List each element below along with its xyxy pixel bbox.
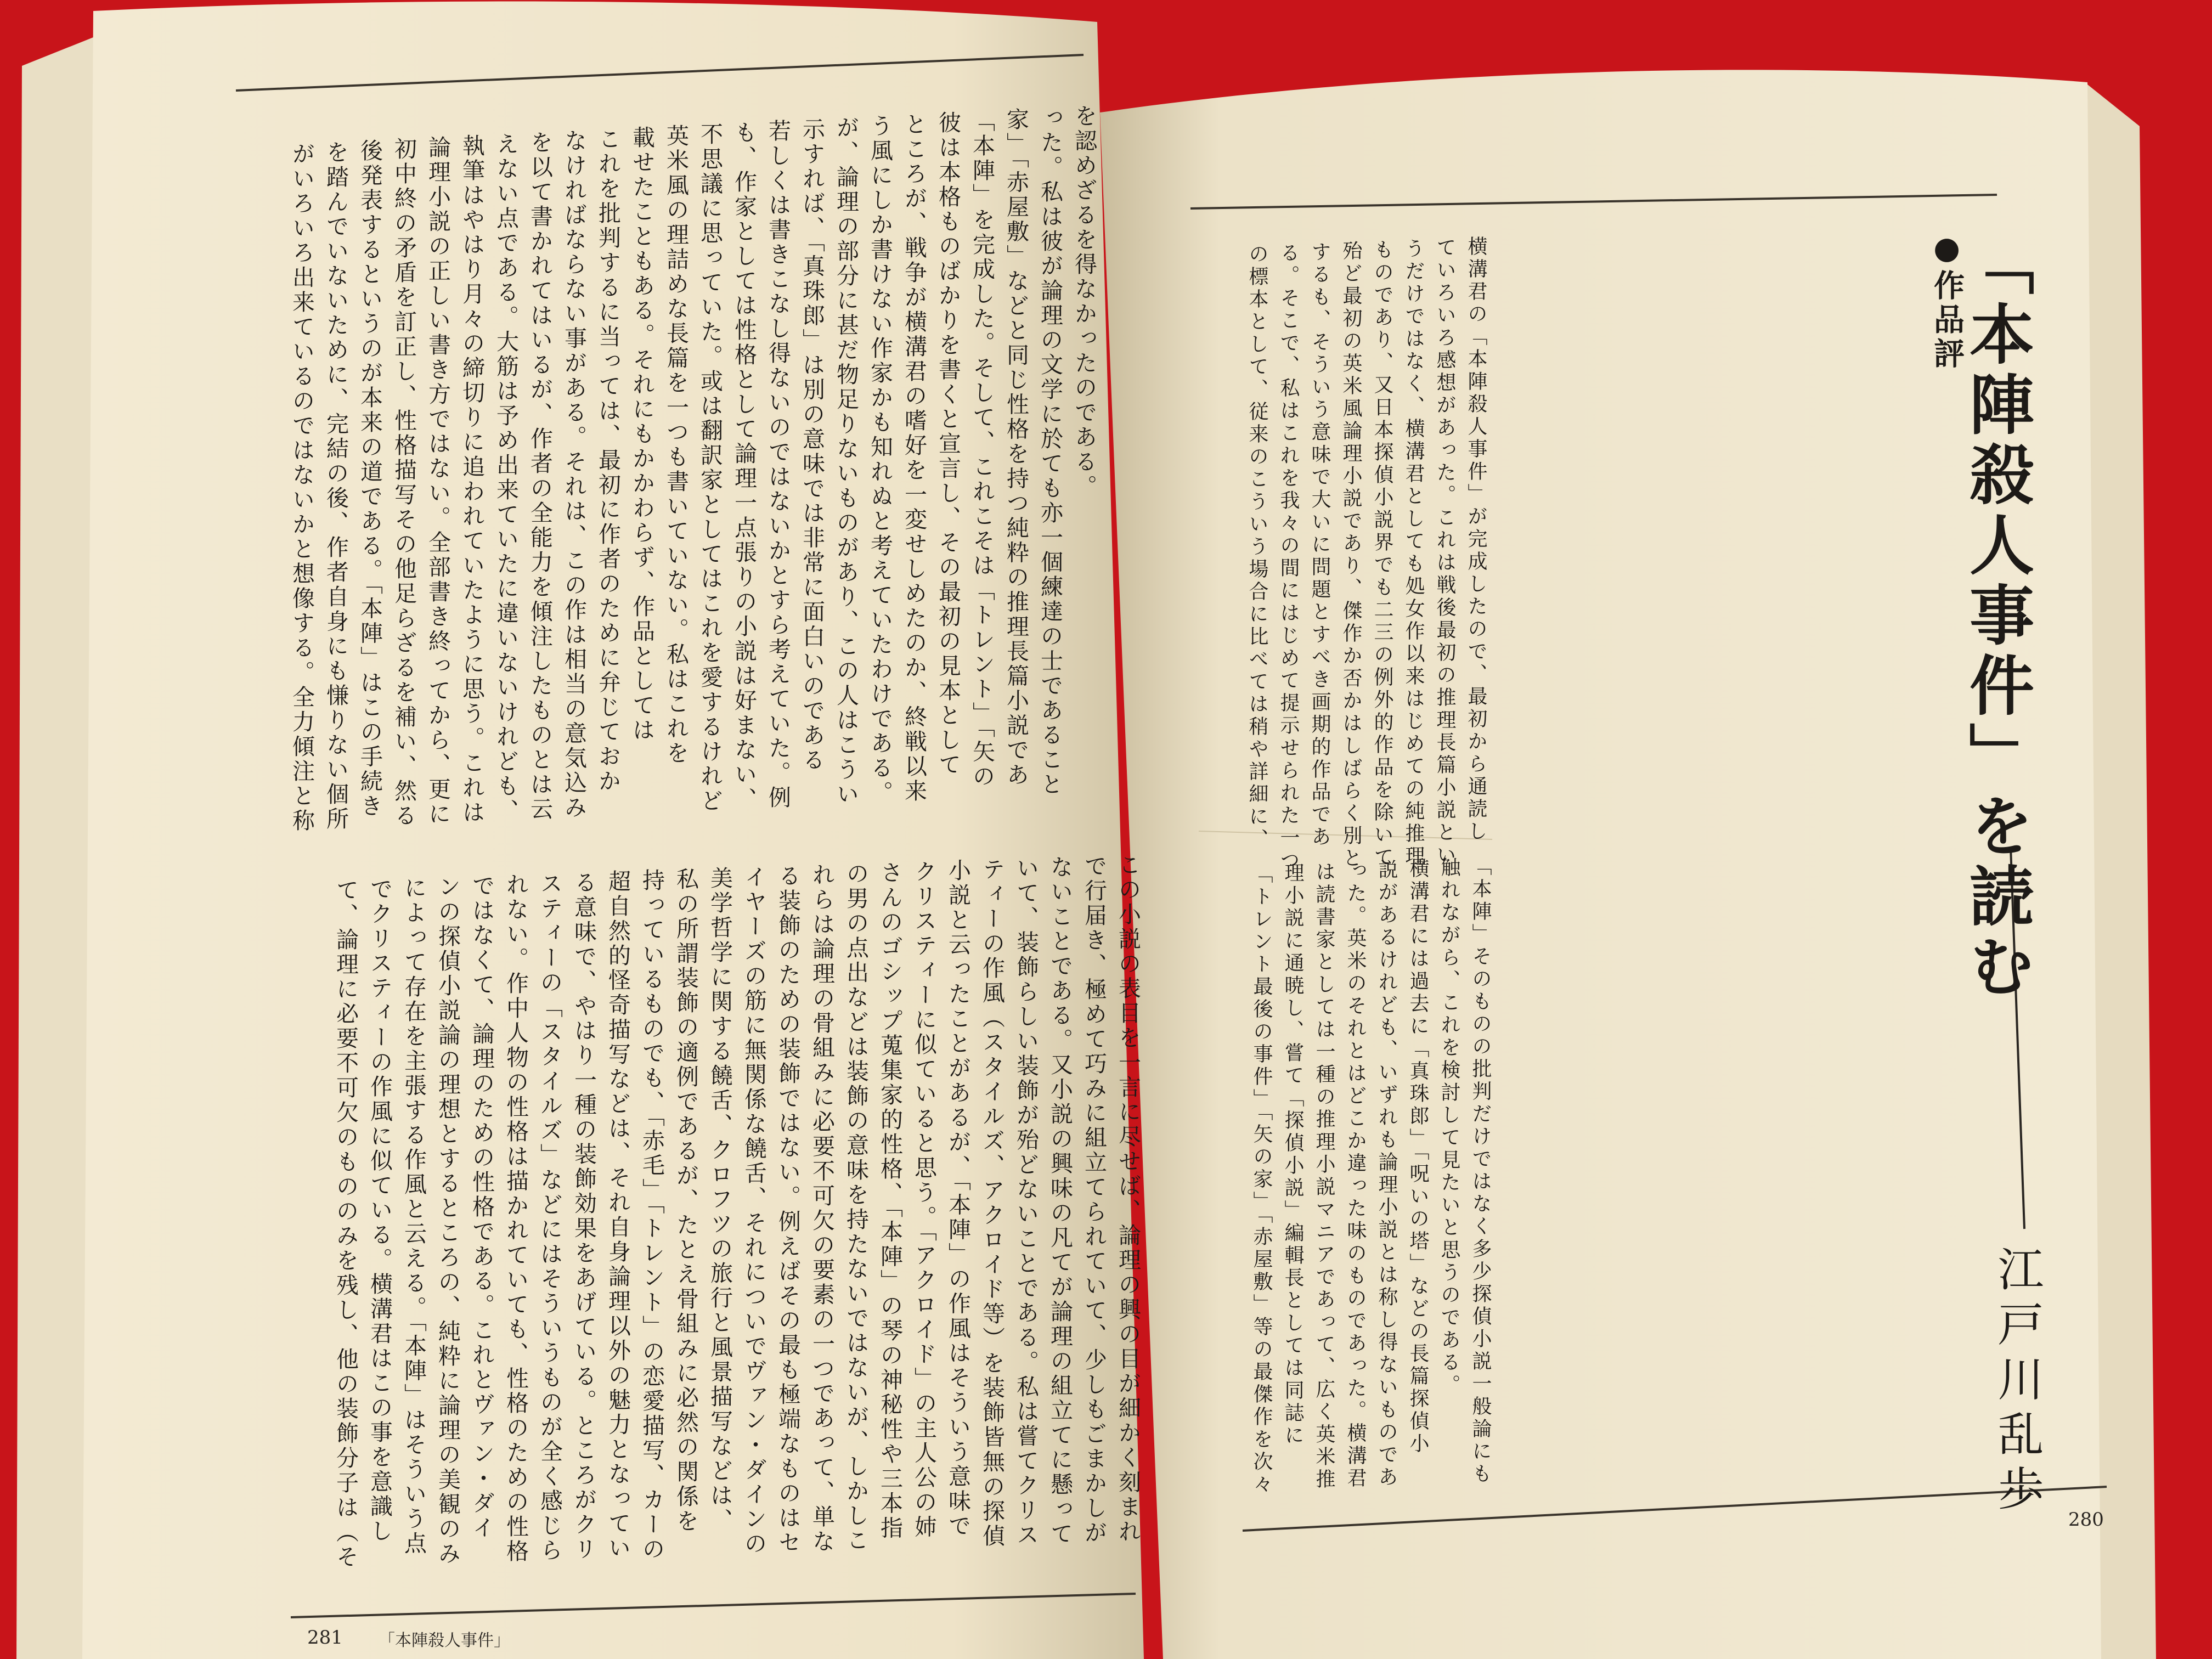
text-column: も、作家としては性格として論理一点張りの小説は好まない、	[731, 121, 757, 812]
text-column: 美学哲学に関する饒舌、クロフツの旅行と風景描写などは、	[707, 866, 733, 1533]
text-column: を以て書かれてはいるが、作者の全能力を傾注したものとは云	[527, 131, 553, 822]
text-column: この小説の表目を一言に尽せば、論理の興の目が細かく刻まれ	[1115, 853, 1141, 1544]
text-column: 「本陣」を完成した。そして、これこそは「トレント」「矢の	[969, 109, 995, 789]
text-column: を認めざるを得なかったのである。	[1071, 104, 1097, 499]
text-column: 殆ど最初の英米風論理小説であり、傑作か否かはしばらく別と	[1340, 240, 1362, 870]
text-column: ていろいろ感想があった。これは戦後最初の推理長篇小説とい	[1434, 237, 1456, 867]
text-column: 理小説に通暁し、嘗て「探偵小説」編輯長としては同誌に	[1282, 862, 1304, 1447]
text-column: 論理小説の正しい書き方ではない。全部書き終ってから、更に	[425, 136, 451, 827]
text-column: で行届き、極めて巧みに組立てられていて、少しもごまかしが	[1081, 854, 1107, 1545]
text-column: 後発表するというのが本来の道である。「本陣」はこの手続き	[357, 139, 383, 819]
text-column: 英米風の理詰めな長篇を一つも書いていない。私はこれを	[663, 124, 689, 766]
text-column: 若しくは書きこなし得ないのではないかとすら考えていた。例	[765, 119, 791, 810]
text-column: の男の点出などは装飾の意味を持たないではないが、しかしこ	[843, 862, 869, 1553]
text-column: 彼は本格ものばかりを書くと宣言し、その最初の見本として	[935, 111, 961, 777]
text-column: 横溝君の「本陣殺人事件」が完成したので、最初から通読し	[1465, 236, 1487, 843]
text-column: 私の所謂装飾の適例であるが、たとえ骨組みに必然の関係を	[673, 867, 699, 1534]
text-column: う風にしか書けない作家かも知れぬと考えていたわけである。	[867, 114, 893, 805]
text-column: するも、そういう意味で大いに問題とすべき画期的作品であ	[1308, 241, 1331, 849]
text-column: が、論理の部分に甚だ物足りないものがあり、この人はこうい	[833, 116, 859, 807]
text-column: ないことである。又小説の興味の凡てが論理の組立てに懸って	[1047, 855, 1073, 1547]
text-column: 不思議に思っていた。或は翻訳家としてはこれを愛するけれど	[697, 122, 723, 814]
text-column: ところが、戦争が横溝君の嗜好を一変せしめたのか、終戦以来	[901, 112, 927, 804]
page-number-left: 281	[307, 1627, 343, 1649]
text-column: る。そこで、私はこれを我々の間にはじめて提示せられた一つ	[1277, 242, 1300, 872]
text-column: がいろいろ出来ているのではないかと想像する。全力傾注と称	[289, 142, 315, 833]
text-column: 横溝君には過去に「真珠郎」「呪いの塔」などの長篇探偵小	[1407, 858, 1429, 1455]
text-column: る意味で、やはり一種の装飾効果をあげている。ところがクリ	[571, 871, 597, 1562]
text-column: いて、装飾らしい装飾が殆どないことである。私は嘗てクリス	[1013, 856, 1039, 1548]
text-column: て、論理に必要不可欠のもののみを残し、他の装飾分子は（そ	[332, 878, 359, 1570]
text-column: を踏んでいないために、完結の後、作者自身にも慊りない個所	[323, 140, 349, 832]
text-column: 家」「赤屋敷」などと同じ性格を持つ純粋の推理長篇小説であ	[1003, 108, 1029, 788]
text-column: 持っているものでも、「赤毛」「トレント」の恋愛描写、カーの	[639, 868, 665, 1562]
text-column: の標本として、従来のこういう場合に比べては稍や詳細に、	[1246, 244, 1268, 851]
author-name: 江戸川乱歩	[1990, 1245, 2044, 1520]
page-number-right: 280	[2068, 1509, 2104, 1531]
text-column: スティーの「スタイルズ」などにはそういうものが全く感じら	[537, 872, 563, 1563]
text-column: クリスティーに似ていると思う。「アクロイド」の主人公の姉	[911, 860, 937, 1540]
text-column: 説があるけれども、いずれも論理小説とは称し得ないものであ	[1375, 859, 1398, 1489]
text-column: ンの探偵小説論の理想とするところの、純粋に論理の美観のみ	[435, 875, 461, 1566]
text-column: 「本陣」そのものの批判だけではなく多少探偵小説一般論にも	[1469, 856, 1492, 1486]
text-column: れない。作中人物の性格は描かれていても、性格のための性格	[503, 873, 529, 1564]
text-column: 超自然的怪奇描写などは、それ自身論理以外の魅力となってい	[605, 870, 631, 1561]
text-column: 触れながら、これを検討して見たいと思うのである。	[1438, 857, 1460, 1397]
text-column: った。私は彼が論理の文学に於ても亦一個練達の士であること	[1037, 106, 1063, 797]
text-column: イヤーズの筋に無関係な饒舌、それについでヴァン・ダインの	[741, 865, 767, 1556]
feature-label: ●作品評	[1929, 230, 1965, 371]
text-column: ものであり、又日本探偵小説界でも二三の例外的作品を除いて	[1371, 239, 1393, 869]
text-column: れらは論理の骨組みに必要不可欠の要素の一つであって、単な	[809, 863, 835, 1554]
text-column: これを批判するに当っては、最初に作者のために弁じておか	[595, 127, 621, 794]
text-column: る装飾のための装飾ではない。例えばその最も極端なものはセ	[775, 864, 801, 1555]
text-column: 執筆はやはり月々の締切りに追われていたように思う。これは	[459, 134, 485, 825]
text-column: さんのゴシップ蒐集家的性格、「本陣」の琴の神秘性や三本指	[877, 861, 903, 1541]
text-column: は読書家としては一種の推理小説マニアであって、広く英米推	[1313, 861, 1335, 1491]
text-column: えない点である。大筋は予め出来ていたに違いないけれども、	[493, 132, 519, 823]
text-column: うだけではなく、横溝君としても処女作以来はじめての純推理	[1402, 238, 1425, 868]
text-column: 小説と云ったことがあるが、「本陣」の作風はそういう意味で	[945, 859, 971, 1539]
running-footer: 「本陣殺人事件」	[379, 1631, 510, 1650]
text-column: でクリスティーの作風に似ている。横溝君はこの事を意識し	[366, 877, 393, 1544]
article-title: 「本陣殺人事件」を読む	[1959, 230, 2035, 1003]
text-column: 示すれば、「真珠郎」は別の意味では非常に面白いのである	[799, 117, 825, 773]
text-column: ではなくて、論理のための性格である。これとヴァン・ダイ	[469, 874, 495, 1541]
text-column: によって存在を主張する作風と云える。「本陣」はそういう点	[400, 876, 427, 1556]
text-column: ティーの作風（スタイルズ、アクロイド等）を装飾皆無の探偵	[979, 857, 1005, 1549]
text-column: なければならない事がある。それは、この作は相当の意気込み	[561, 129, 587, 820]
text-column: った。英米のそれとはどこか違った味のものであった。横溝君	[1344, 860, 1367, 1490]
text-column: 載せたこともある。それにもかかわらず、作品としては	[629, 126, 655, 743]
text-column: 初中終の矛盾を訂正し、性格描写その他足らざるを補い、然る	[391, 137, 417, 828]
text-column: 「トレント最後の事件」「矢の家」「赤屋敷」等の最傑作を次々	[1250, 864, 1273, 1496]
